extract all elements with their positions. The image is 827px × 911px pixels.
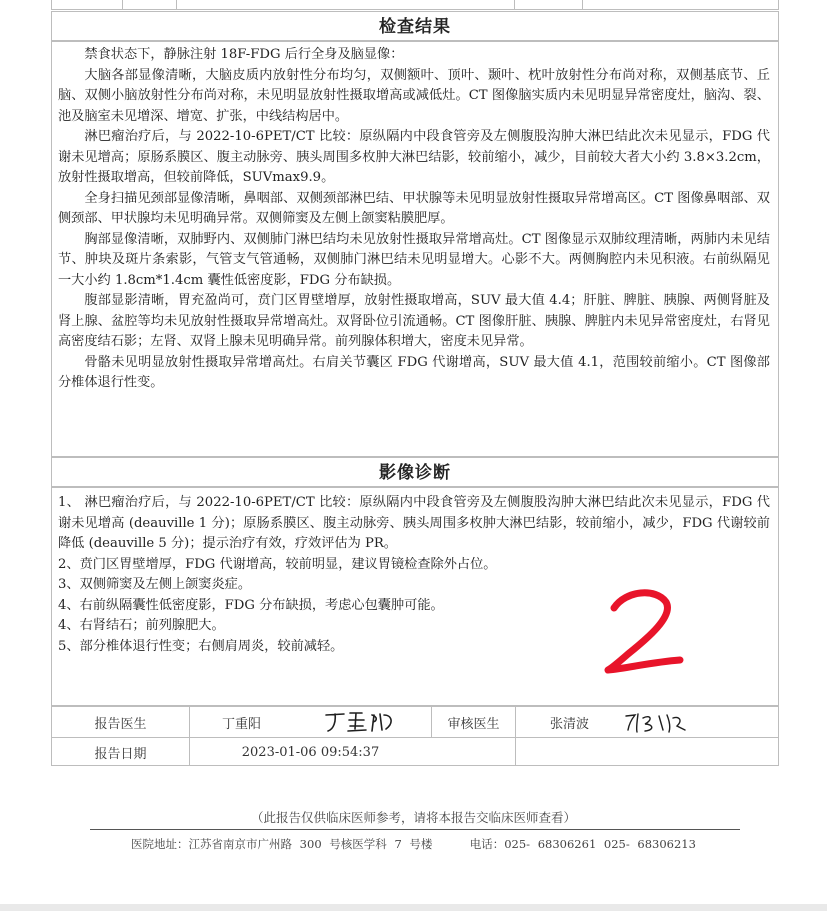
diagnosis-item-2: 2、贲门区胃壁增厚，FDG 代谢增高，较前明显，建议胃镜检查除外占位。	[58, 556, 497, 572]
footer-divider	[90, 829, 740, 830]
footer-address: 医院地址：江苏省南京市广州路 300 号核医学科 7 号楼	[131, 837, 433, 851]
report-doctor-signature	[293, 707, 431, 737]
report-doctor-label: 报告医生	[94, 716, 147, 732]
report-date-label: 报告日期	[94, 746, 147, 762]
results-paragraph-neck: 全身扫描见颈部显像清晰，鼻咽部、双侧颈部淋巴结、甲状腺等未见明显放射性摄取异常增高区。CT 图像鼻咽部、双侧颈部、甲状腺均未见明确异常。双侧筛窦及左侧上颌窦粘膜肥厚。	[58, 190, 770, 226]
footer-contact	[0, 836, 827, 852]
report-doctor-signature-image	[322, 709, 402, 735]
review-doctor-signature-image	[623, 710, 693, 734]
viewer-bottom-bar	[0, 904, 827, 911]
footer-note: （此报告仅供临床医师参考，请将本报告交临床医师查看）	[250, 810, 576, 825]
header-strip-cutoff	[51, 0, 779, 10]
report-doctor-name: 丁重阳	[189, 707, 293, 737]
signature-row-doctors	[52, 707, 778, 738]
handwritten-mark-2	[598, 582, 688, 682]
results-body	[51, 41, 779, 457]
results-paragraph-chest: 胸部显像清晰，双肺野内、双侧肺门淋巴结均未见放射性摄取异常增高灶。CT 图像显示双肺纹理清晰，两肺内未见结节、肿块及斑片条索影，气管支气管通畅，双侧肺门淋巴结未见明显增大。心影不大。两侧胸腔内未见积液。右前纵隔见一大小约 1.8cm*1.4cm 囊性低密度影，FDG 分布缺损。	[58, 231, 770, 288]
footer-phone: 电话：025- 68306261 025- 68306213	[469, 837, 696, 851]
results-section-title: 检查结果	[51, 11, 779, 41]
review-doctor-name: 张清波	[515, 707, 623, 737]
report-date-value: 2023-01-06 09:54:37	[189, 738, 431, 766]
diagnosis-item-3: 3、双侧筛窦及左侧上颌窦炎症。	[58, 577, 252, 592]
diagnosis-section-title: 影像诊断	[51, 457, 779, 487]
review-doctor-signature	[623, 707, 778, 737]
diagnosis-item-5: 4、右肾结石；前列腺肥大。	[58, 618, 225, 633]
results-paragraph-abdomen: 腹部显影清晰，胃充盈尚可，贲门区胃壁增厚，放射性摄取增高，SUV 最大值 4.4；肝脏、脾脏、胰腺、两侧肾脏及肾上腺、盆腔等均未见放射性摄取异常增高灶。双肾卧位引流通畅。CT 图像肝脏、胰腺、脾脏内未见异常密度灶，右肾见高密度结石影；左肾、双肾上腺未见明确异常。前列腺体积增大，密度未见异常。	[58, 293, 770, 349]
results-paragraph-intro: 禁食状态下，静脉注射 18F-FDG 后行全身及脑显像：	[84, 47, 404, 62]
results-paragraph-brain: 大脑各部显像清晰，大脑皮质内放射性分布均匀，双侧额叶、顶叶、颞叶、枕叶放射性分布尚对称，双侧基底节、丘脑、双侧小脑放射性分布尚对称，未见明显放射性摄取增高或减低灶。CT 图像脑实质内未见明显异常密度灶，脑沟、裂、池及脑室未见增深、增宽、扩张，中线结构居中。	[58, 67, 770, 124]
diagnosis-item-1: 1、 淋巴瘤治疗后，与 2022-10-6PET/CT 比较：原纵隔内中段食管旁及左侧腹股沟肿大淋巴结此次未见显示，FDG 代谢未见增高 (deauville 1 分)；原肠系膜区、腹主动脉旁、胰头周围多枚肿大淋巴结影，较前缩小，减少，FDG 代谢较前降低 (deauville 5 分)；提示治疗有效，疗效评估为 PR。	[58, 495, 770, 551]
diagnosis-item-4: 4、右前纵隔囊性低密度影，FDG 分布缺损，考虑心包囊肿可能。	[58, 597, 444, 613]
signature-row-date	[52, 738, 778, 766]
signature-table	[51, 706, 779, 766]
review-doctor-label: 审核医生	[431, 707, 515, 737]
report-date-empty-cell	[515, 738, 778, 766]
diagnosis-item-6: 5、部分椎体退行性变；右侧肩周炎，较前减轻。	[58, 638, 344, 654]
results-paragraph-bone: 骨骼未见明显放射性摄取异常增高灶。右肩关节囊区 FDG 代谢增高，SUV 最大值 4.1，范围较前缩小。CT 图像部分椎体退行性变。	[58, 354, 770, 390]
results-paragraph-lymphoma: 淋巴瘤治疗后，与 2022-10-6PET/CT 比较：原纵隔内中段食管旁及左侧腹股沟肿大淋巴结此次未见显示，FDG 代谢未见增高；原肠系膜区、腹主动脉旁、胰头周围多枚肿大淋巴结影，较前缩小，减少，目前较大者大小约 3.8×3.2cm，放射性摄取增高，但较前降低，SUVmax9.9。	[58, 129, 770, 185]
